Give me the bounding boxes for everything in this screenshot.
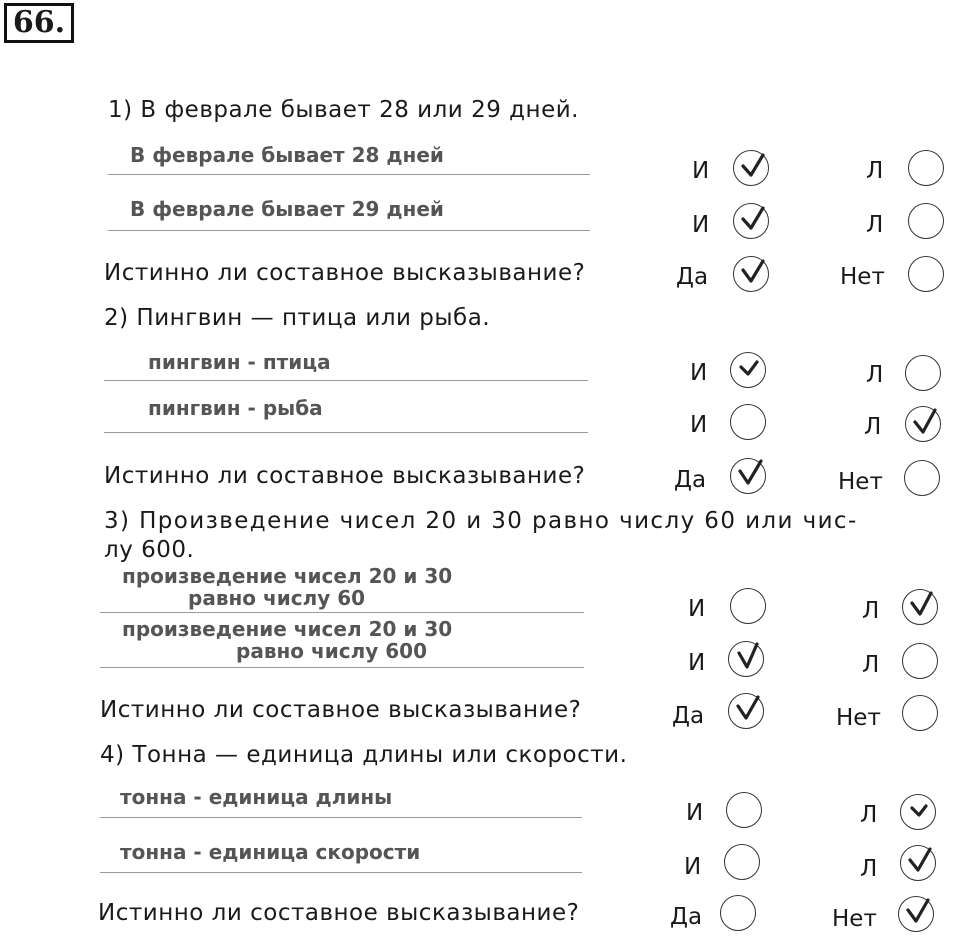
task-3-answer-1-true-option[interactable] — [730, 588, 766, 624]
checkmark-icon — [908, 800, 930, 822]
task-1-statement: 1) В феврале бывает 28 или 29 дней. — [108, 97, 579, 123]
checkmark-icon — [910, 408, 940, 438]
task-1-question: Истинно ли составное высказывание? — [104, 260, 586, 286]
false-label: Л — [866, 362, 884, 388]
task-2-question: Истинно ли составное высказывание? — [104, 463, 586, 489]
answer-line — [108, 230, 590, 231]
task-1-answer-1-false-option[interactable] — [908, 150, 944, 186]
task-3-answer-1-false-option[interactable] — [902, 589, 938, 625]
answer-line — [100, 872, 582, 873]
task-3-answer-1-line-2: равно числу 60 — [188, 586, 366, 610]
checkmark-icon — [733, 643, 763, 673]
task-4-yes-option[interactable] — [720, 895, 756, 931]
false-label: Л — [866, 158, 884, 184]
task-2-answer-2-false-option[interactable] — [905, 406, 941, 442]
checkmark-icon — [907, 591, 937, 621]
task-4-answer-2: тонна - единица скорости — [120, 840, 421, 864]
answer-line — [104, 380, 588, 381]
task-2-answer-1-false-option[interactable] — [905, 355, 941, 391]
no-label: Нет — [832, 906, 877, 932]
answer-line — [100, 817, 582, 818]
true-label: И — [688, 596, 706, 622]
task-2-answer-2-true-option[interactable] — [730, 404, 766, 440]
false-label: Л — [862, 598, 880, 624]
false-label: Л — [860, 802, 878, 828]
task-2-answer-1-true-option[interactable] — [730, 352, 766, 388]
task-3-answer-2-line-2: равно числу 600 — [236, 639, 427, 663]
task-4-question: Истинно ли составное высказывание? — [98, 900, 580, 926]
task-4-answer-2-false-option[interactable] — [900, 845, 936, 881]
true-label: И — [684, 854, 702, 880]
answer-line — [100, 667, 584, 668]
checkmark-icon — [733, 695, 763, 725]
yes-label: Да — [674, 467, 707, 493]
answer-line — [108, 174, 590, 175]
task-1-yes-option[interactable] — [733, 256, 769, 292]
task-3-answer-1-line-1: произведение чисел 20 и 30 — [122, 564, 453, 588]
task-1-answer-1-true-option[interactable] — [733, 150, 769, 186]
task-3-answer-2-line-1: произведение чисел 20 и 30 — [122, 617, 453, 641]
yes-label: Да — [676, 264, 709, 290]
task-1-answer-2-true-option[interactable] — [733, 203, 769, 239]
false-label: Л — [860, 856, 878, 882]
task-4-answer-1-true-option[interactable] — [726, 792, 762, 828]
task-2-statement: 2) Пингвин — птица или рыба. — [104, 305, 491, 331]
task-4-answer-1-false-option[interactable] — [900, 794, 936, 830]
no-label: Нет — [836, 705, 881, 731]
task-1-answer-1: В феврале бывает 28 дней — [130, 143, 444, 167]
task-1-answer-2: В феврале бывает 29 дней — [130, 197, 444, 221]
task-1-no-option[interactable] — [908, 256, 944, 292]
checkmark-icon — [738, 258, 768, 288]
task-3-yes-option[interactable] — [728, 693, 764, 729]
checkmark-icon — [738, 205, 768, 235]
task-3-answer-2-false-option[interactable] — [902, 643, 938, 679]
true-label: И — [686, 800, 704, 826]
task-2-no-option[interactable] — [904, 460, 940, 496]
no-label: Нет — [840, 264, 885, 290]
checkmark-icon — [905, 847, 935, 877]
task-3-statement-line-1: 3) Произведение чисел 20 и 30 равно числу 60 или чис- — [104, 508, 858, 534]
false-label: Л — [866, 212, 884, 238]
task-1-answer-2-false-option[interactable] — [908, 203, 944, 239]
task-3-no-option[interactable] — [902, 695, 938, 731]
checkmark-icon — [738, 358, 760, 380]
checkmark-icon — [738, 152, 768, 182]
true-label: И — [690, 360, 708, 386]
true-label: И — [688, 650, 706, 676]
yes-label: Да — [670, 904, 703, 930]
true-label: И — [692, 158, 710, 184]
answer-line — [100, 612, 584, 613]
exercise-number: 66. — [4, 3, 74, 43]
task-3-question: Истинно ли составное высказывание? — [100, 697, 582, 723]
checkmark-icon — [735, 460, 765, 490]
task-4-statement: 4) Тонна — единица длины или скорости. — [100, 742, 628, 768]
task-4-answer-1: тонна - единица длины — [120, 785, 393, 809]
false-label: Л — [862, 652, 880, 678]
task-2-answer-1: пингвин - птица — [148, 350, 331, 374]
task-3-answer-2-true-option[interactable] — [728, 641, 764, 677]
true-label: И — [690, 412, 708, 438]
false-label: Л — [864, 414, 882, 440]
task-2-yes-option[interactable] — [730, 458, 766, 494]
true-label: И — [692, 212, 710, 238]
task-2-answer-2: пингвин - рыба — [148, 396, 323, 420]
yes-label: Да — [672, 703, 705, 729]
no-label: Нет — [838, 469, 883, 495]
task-3-statement-line-2: лу 600. — [104, 537, 195, 563]
task-4-answer-2-true-option[interactable] — [724, 844, 760, 880]
checkmark-icon — [903, 898, 933, 928]
task-4-no-option[interactable] — [898, 896, 934, 932]
answer-line — [104, 432, 588, 433]
